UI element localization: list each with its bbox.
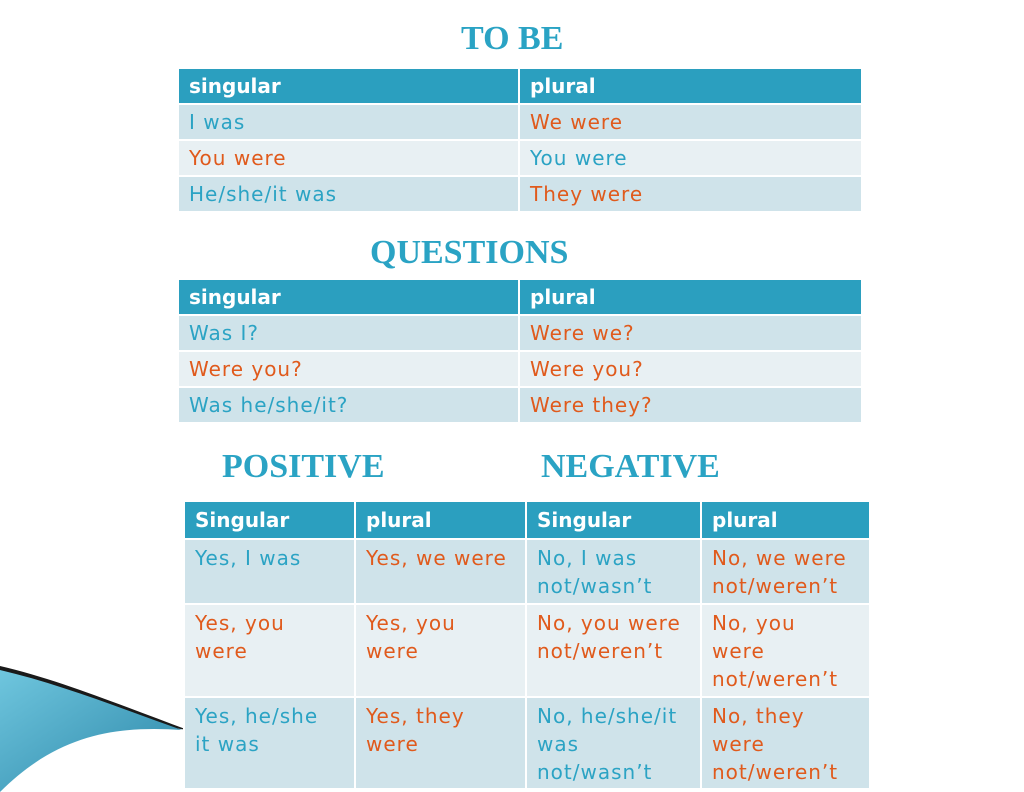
table-cell: No, I was not/wasn’t bbox=[526, 539, 701, 604]
table-cell: Were we? bbox=[519, 315, 862, 351]
table-cell: We were bbox=[519, 104, 862, 140]
table-header-row bbox=[178, 68, 862, 104]
column-header: plural bbox=[519, 68, 862, 104]
table-cell: He/she/it was bbox=[178, 176, 519, 212]
table-row bbox=[178, 387, 862, 423]
table-row bbox=[184, 604, 870, 697]
table-cell: Yes, you were bbox=[184, 604, 355, 697]
table-cell: Were you? bbox=[519, 351, 862, 387]
table-row bbox=[184, 697, 870, 789]
table-row bbox=[178, 104, 862, 140]
table-cell: Yes, we were bbox=[355, 539, 526, 604]
table-cell: You were bbox=[178, 140, 519, 176]
answers-table bbox=[183, 500, 871, 790]
table-cell: No, you were not/weren’t bbox=[526, 604, 701, 697]
table-cell: I was bbox=[178, 104, 519, 140]
table-cell: Were you? bbox=[178, 351, 519, 387]
negative-title: NEGATIVE bbox=[541, 448, 720, 485]
table-cell: No, he/she/it was not/wasn’t bbox=[526, 697, 701, 789]
table-row bbox=[178, 351, 862, 387]
table-row bbox=[178, 176, 862, 212]
column-header: plural bbox=[519, 279, 862, 315]
column-header: plural bbox=[701, 501, 870, 539]
table-header-row bbox=[178, 279, 862, 315]
to-be-table bbox=[177, 67, 863, 213]
table-cell: Yes, he/she it was bbox=[184, 697, 355, 789]
table-cell: Yes, you were bbox=[355, 604, 526, 697]
table-row bbox=[178, 140, 862, 176]
table-cell: No, we were not/weren’t bbox=[701, 539, 870, 604]
decorative-swoosh bbox=[0, 660, 190, 792]
table-cell: Yes, they were bbox=[355, 697, 526, 789]
table-cell: You were bbox=[519, 140, 862, 176]
column-header: Singular bbox=[526, 501, 701, 539]
column-header: singular bbox=[178, 279, 519, 315]
table-cell: They were bbox=[519, 176, 862, 212]
column-header: plural bbox=[355, 501, 526, 539]
table-cell: Were they? bbox=[519, 387, 862, 423]
table-cell: No, you were not/weren’t bbox=[701, 604, 870, 697]
table-cell: No, they were not/weren’t bbox=[701, 697, 870, 789]
questions-table bbox=[177, 278, 863, 424]
positive-title: POSITIVE bbox=[222, 448, 385, 485]
to-be-title: TO BE bbox=[461, 20, 564, 57]
table-cell: Yes, I was bbox=[184, 539, 355, 604]
questions-title: QUESTIONS bbox=[370, 234, 569, 271]
table-row bbox=[184, 539, 870, 604]
column-header: Singular bbox=[184, 501, 355, 539]
table-row bbox=[178, 315, 862, 351]
table-header-row bbox=[184, 501, 870, 539]
column-header: singular bbox=[178, 68, 519, 104]
table-cell: Was he/she/it? bbox=[178, 387, 519, 423]
table-cell: Was I? bbox=[178, 315, 519, 351]
